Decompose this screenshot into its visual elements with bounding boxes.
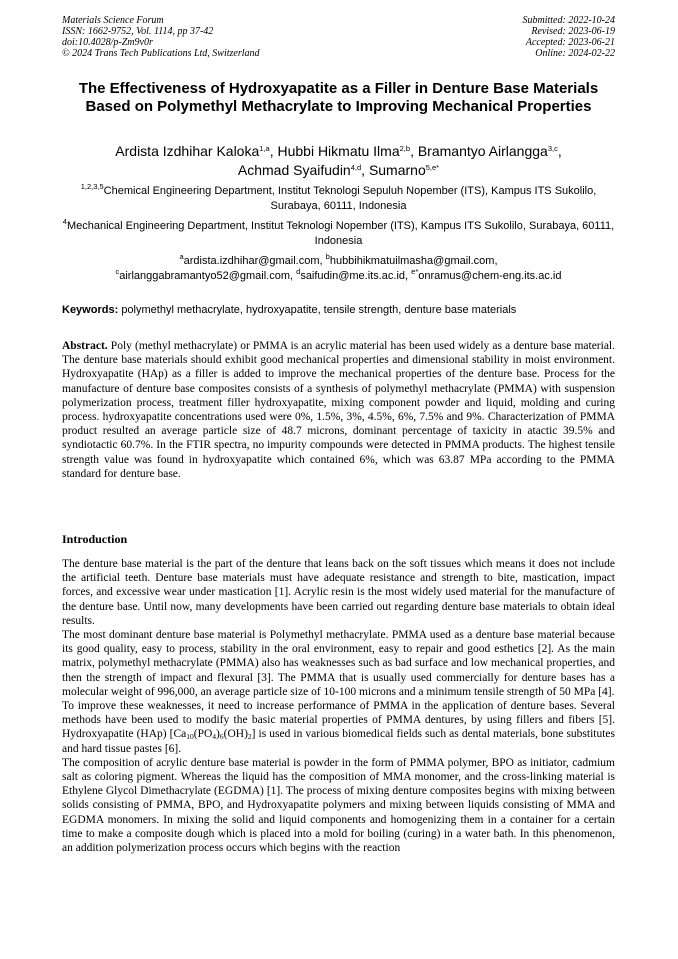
- email-link[interactable]: hubbihikmatuilmasha@gmail.com: [329, 255, 495, 267]
- email-sup: b: [325, 252, 330, 261]
- paragraph-text: ): [216, 728, 220, 741]
- author-sup: 5,e*: [425, 163, 440, 172]
- paragraph-text: ] is used in various biomedical fields such as dental materials, bone substitutes and hard tissue pastes [6].: [62, 728, 616, 755]
- paragraph: [62, 699, 615, 756]
- affiliation-sup: 4: [62, 217, 67, 226]
- keywords-text: polymethyl methacrylate, hydroxyapatite, tensile strength, denture base materials: [121, 304, 517, 316]
- journal-name: Materials Science Forum: [62, 15, 164, 26]
- email-sup: e*: [411, 267, 419, 276]
- paragraph: The most dominant denture base material is Polymethyl methacrylate. PMMA used as a denture base material because its good quality, easy to process, stability in the oral environment, easy to repair and good esthetics [2]. As the main matrix, polymethyl methacrylate (PMMA) also has weaknesses such as bad surface and low mechanical properties, and then the strength of impact and flexural [3]. The PMMA that is usually used commercially for denture bases has a molecular weight of 996,000, an average particle size of 10-100 microns and a minimum tensile strength of 50 MPa [4].: [62, 629, 615, 698]
- subscript: 4: [212, 732, 217, 742]
- author-emails: $^a$ardista.izdhihar@gmail.com, $^b$hubbihikmatuilmasha@gmail.com, $^c$airlanggabramantyo52@gmail.com, $^d$saifudin@me.its.ac.id, $^{e*}$onramus@chem-eng.its.ac.id: [115, 252, 562, 282]
- journal-header-right: [523, 15, 616, 59]
- abstract-text: Poly (methyl methacrylate) or PMMA is an acrylic material has been used widely as a denture base material. The denture base materials should exhibit good mechanical properties and dimensional stability in moist environment. Hydroxyapatite (HAp) as a filler is added to improve the mechanical properties of the denture base. Process for the manufacture of denture base composites consists of a synthesis of polymethyl methacrylate (PMMA) with suspension polymerization process, treatment filler hydroxyapatite, mixing component powder and liquid, molding and curing process. hydroxyapatite concentrations used were 0%, 1.5%, 3%, 4.5%, 6%, 7.5% and 9%. Characterization of PMMA product resulted an average particle size of 48.7 microns, dominant percentage of taxicity in atactic 39.5% and syndiotactic 60.7%. In the FTIR spectra, no impurity compounds were detected in PMMA products. The highest tensile strength value was found in hydroxyapatite which contained 6%, which was 63.87 MPa according to the PMMA standard for denture base.: [62, 340, 616, 480]
- paper-title: The Effectiveness of Hydroxyapatite as a Filler in Denture Base Materials Based on Polymethyl Methacrylate to Improving Mechanical Properties: [78, 80, 599, 115]
- email-sup: c: [115, 267, 120, 276]
- abstract: [62, 339, 615, 481]
- email-link[interactable]: airlanggabramantyo52@gmail.com: [119, 270, 291, 282]
- subscript: 6: [219, 732, 224, 742]
- author-sup: 4,d: [350, 163, 362, 172]
- date-submitted: Submitted: 2022-10-24: [522, 15, 615, 26]
- author-name: Bramantyo Airlangga: [417, 143, 548, 159]
- affiliation: [62, 184, 615, 214]
- affiliation-text: Mechanical Engineering Department, Institut Teknologi Nopember (ITS), Kampus ITS Sukolilo, Surabaya, 60111, Indonesia: [66, 220, 615, 247]
- keywords-label: Keywords:: [62, 304, 119, 316]
- introduction-body: [62, 557, 615, 855]
- email-sup: d: [296, 267, 301, 276]
- paragraph: The composition of acrylic denture base material is powder in the form of PMMA polymer, BPO as initiator, cadmium salt as coloring pigment. Whereas the liquid has the composition of MMA monomer, and the cross-linking material is Ethylene Glycol Dimethacrylate (EGDMA) [1]. The process of mixing denture composites begins with mixing between solids consisting of PMMA, BPO, and Hydroxyapatite polymers and mixing between liquids consisting of MMA and EGDMA monomers. In mixing the solid and liquid components and homogenizing them in a container for a certain time to make a composite dough which is placed into a mold for boiling (curing) in a water bath. In this phenomenon, an addition polymerization process occurs which begins with the reaction: [62, 756, 615, 855]
- author-name: Ardista Izdhihar Kaloka: [115, 143, 260, 159]
- affiliation: [62, 219, 615, 249]
- author-sup: 3,c: [547, 144, 558, 153]
- subscript: 10: [186, 732, 194, 742]
- journal-doi: doi:10.4028/p-Zm9v0r: [62, 37, 153, 48]
- affiliation-sup: 1,2,3,5: [80, 182, 104, 191]
- author-list: Ardista Izdhihar Kaloka$^{1,a}$, Hubbi Hikmatu Ilma$^{2,b}$, Bramantyo Airlangga$^{3,c}$, Achmad Syaifudin$^{4,d}$, Sumarno$^{5,e*}$: [115, 143, 562, 178]
- journal-copyright: © 2024 Trans Tech Publications Ltd, Switzerland: [62, 48, 260, 59]
- author-name: Hubbi Hikmatu Ilma: [277, 143, 400, 159]
- section-heading-introduction: Introduction: [62, 532, 128, 546]
- affiliation-text: Chemical Engineering Department, Institut Teknologi Sepuluh Nopember (ITS), Kampus ITS Sukolilo, Surabaya, 60111, Indonesia: [103, 185, 597, 212]
- email-link[interactable]: saifudin@me.its.ac.id: [300, 270, 406, 282]
- email-link[interactable]: onramus@chem-eng.its.ac.id: [418, 270, 562, 282]
- paragraph-text: (PO: [193, 728, 213, 741]
- abstract-label: Abstract.: [62, 340, 108, 352]
- paragraph-text: To improve these weaknesses, it need to increase performance of PMMA in the application of denture bases. Several methods have been used to modify the basic material properties of PMMA dentures, by using fillers and fibers [5]. Hydroxyapatite (HAp) [Ca: [62, 700, 615, 741]
- journal-header-left: [62, 15, 260, 59]
- subscript: 2: [247, 732, 252, 742]
- author-name: Achmad Syaifudin: [237, 162, 351, 178]
- author-sup: 2,b: [399, 144, 411, 153]
- paragraph-text: (OH): [223, 728, 248, 741]
- keywords: [62, 303, 615, 318]
- date-accepted: Accepted: 2023-06-21: [525, 37, 615, 48]
- email-sup: a: [179, 252, 184, 261]
- email-link[interactable]: ardista.izdhihar@gmail.com: [183, 255, 320, 267]
- journal-issn: ISSN: 1662-9752, Vol. 1114, pp 37-42: [62, 26, 214, 37]
- author-sup: 1,a: [259, 144, 270, 153]
- date-revised: Revised: 2023-06-19: [531, 26, 615, 37]
- paragraph: The denture base material is the part of the denture that leans back on the soft tissues which means it does not include the artificial teeth. Denture base materials must have adequate resistance and strength to bite, mastication, impact forces, and excessive wear under mastication [1]. Acrylic resin is the most widely used material for the manufacture of the denture base. Until now, many developments have been carried out regarding denture base materials to obtain ideal results.: [62, 558, 615, 627]
- author-name: Sumarno: [368, 162, 426, 178]
- date-online: Online: 2024-02-22: [535, 48, 615, 59]
